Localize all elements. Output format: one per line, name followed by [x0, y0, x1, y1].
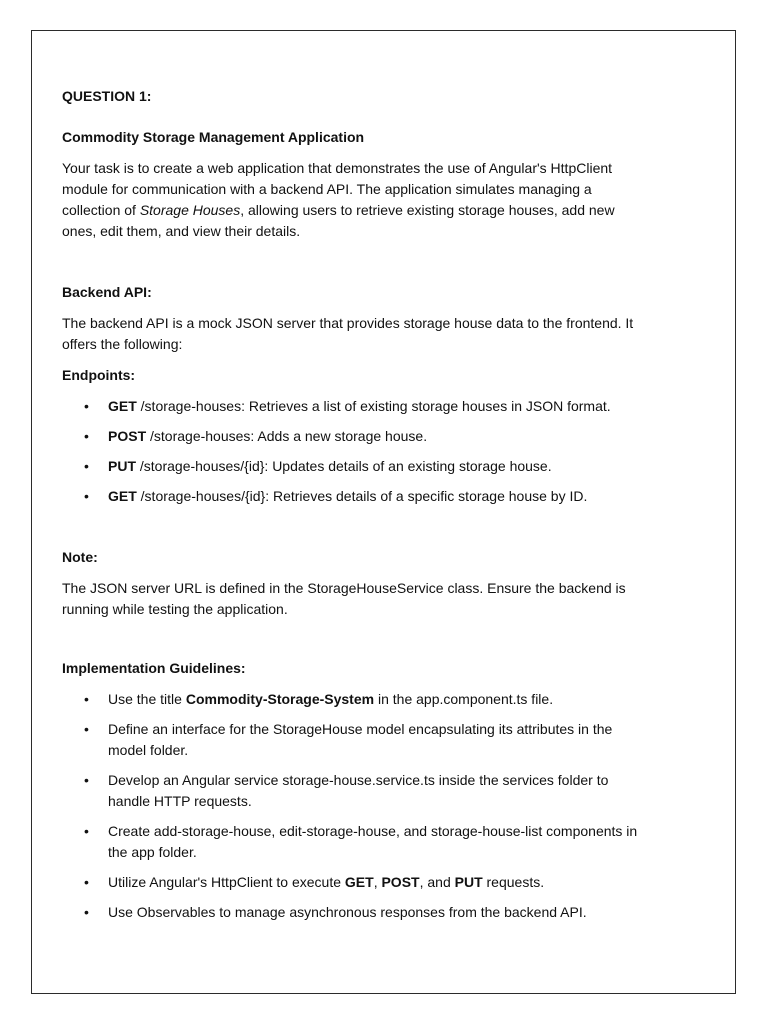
- guideline-text: requests.: [482, 874, 545, 890]
- backend-heading: Backend API:: [62, 284, 152, 300]
- bullet-icon: •: [84, 488, 89, 504]
- question-label: QUESTION 1:: [62, 88, 152, 104]
- guideline-text: in the app.component.ts file.: [374, 691, 554, 707]
- endpoint-item: [62, 486, 652, 507]
- endpoint-text: /storage-houses: Adds a new storage house.: [146, 428, 428, 444]
- document-content: [62, 86, 652, 923]
- endpoint-item: [62, 456, 652, 477]
- endpoint-method: GET: [108, 488, 137, 504]
- guideline-text: Create add-storage-house, edit-storage-house, and storage-house-list components in the app folder.: [108, 823, 638, 860]
- guideline-item: [62, 770, 652, 812]
- guideline-bold: Commodity-Storage-System: [185, 691, 375, 707]
- guideline-text: Use Observables to manage asynchronous responses from the backend API.: [108, 904, 587, 920]
- bullet-icon: •: [84, 721, 89, 737]
- endpoint-text: /storage-houses/{id}: Updates details of an existing storage house.: [136, 458, 552, 474]
- endpoint-item: [62, 426, 652, 447]
- guidelines-list: [62, 689, 652, 923]
- guideline-item: [62, 689, 652, 710]
- bullet-icon: •: [84, 398, 89, 414]
- bullet-icon: •: [84, 823, 89, 839]
- backend-description: The backend API is a mock JSON server that provides storage house data to the frontend. It offers the following:: [62, 315, 634, 352]
- guideline-text: Develop an Angular service storage-house.service.ts inside the services folder to handle HTTP requests.: [108, 772, 609, 809]
- endpoints-heading: Endpoints:: [62, 367, 136, 383]
- endpoint-method: PUT: [108, 458, 136, 474]
- endpoint-method: GET: [108, 398, 137, 414]
- guideline-bold: GET: [344, 874, 374, 890]
- endpoint-text: /storage-houses/{id}: Retrieves details of a specific storage house by ID.: [136, 488, 588, 504]
- guideline-item: [62, 719, 652, 761]
- intro-paragraph: [62, 158, 652, 242]
- endpoint-item: [62, 396, 652, 417]
- guideline-item: [62, 902, 652, 923]
- note-heading: Note:: [62, 549, 98, 565]
- guideline-item: [62, 821, 652, 863]
- guideline-text: , and: [419, 874, 455, 890]
- intro-text-2: , allowing users to retrieve existing storage houses, add new ones, edit them, and view their details.: [62, 202, 615, 239]
- bullet-icon: •: [84, 458, 89, 474]
- intro-italic: Storage Houses: [139, 202, 241, 218]
- document-title: Commodity Storage Management Application: [62, 129, 365, 145]
- bullet-icon: •: [84, 874, 89, 890]
- guideline-item: [62, 872, 652, 893]
- guideline-text: Use the title: [108, 691, 186, 707]
- endpoint-method: POST: [108, 428, 147, 444]
- endpoint-text: /storage-houses: Retrieves a list of existing storage houses in JSON format.: [136, 398, 611, 414]
- guideline-text: Utilize Angular's HttpClient to execute: [108, 874, 345, 890]
- note-text: The JSON server URL is defined in the StorageHouseService class. Ensure the backend is running while testing the application.: [62, 580, 626, 617]
- bullet-icon: •: [84, 904, 89, 920]
- guideline-bold: PUT: [454, 874, 483, 890]
- intro-text-1: Your task is to create a web application that demonstrates the use of Angular's HttpClient module for communication with a backend API. The application simulates managing a collection of: [62, 160, 613, 218]
- endpoints-list: [62, 396, 652, 507]
- guideline-text: ,: [373, 874, 382, 890]
- guideline-bold: POST: [381, 874, 420, 890]
- bullet-icon: •: [84, 691, 89, 707]
- bullet-icon: •: [84, 772, 89, 788]
- bullet-icon: •: [84, 428, 89, 444]
- guidelines-heading: Implementation Guidelines:: [62, 660, 246, 676]
- guideline-text: Define an interface for the StorageHouse model encapsulating its attributes in the model folder.: [108, 721, 613, 758]
